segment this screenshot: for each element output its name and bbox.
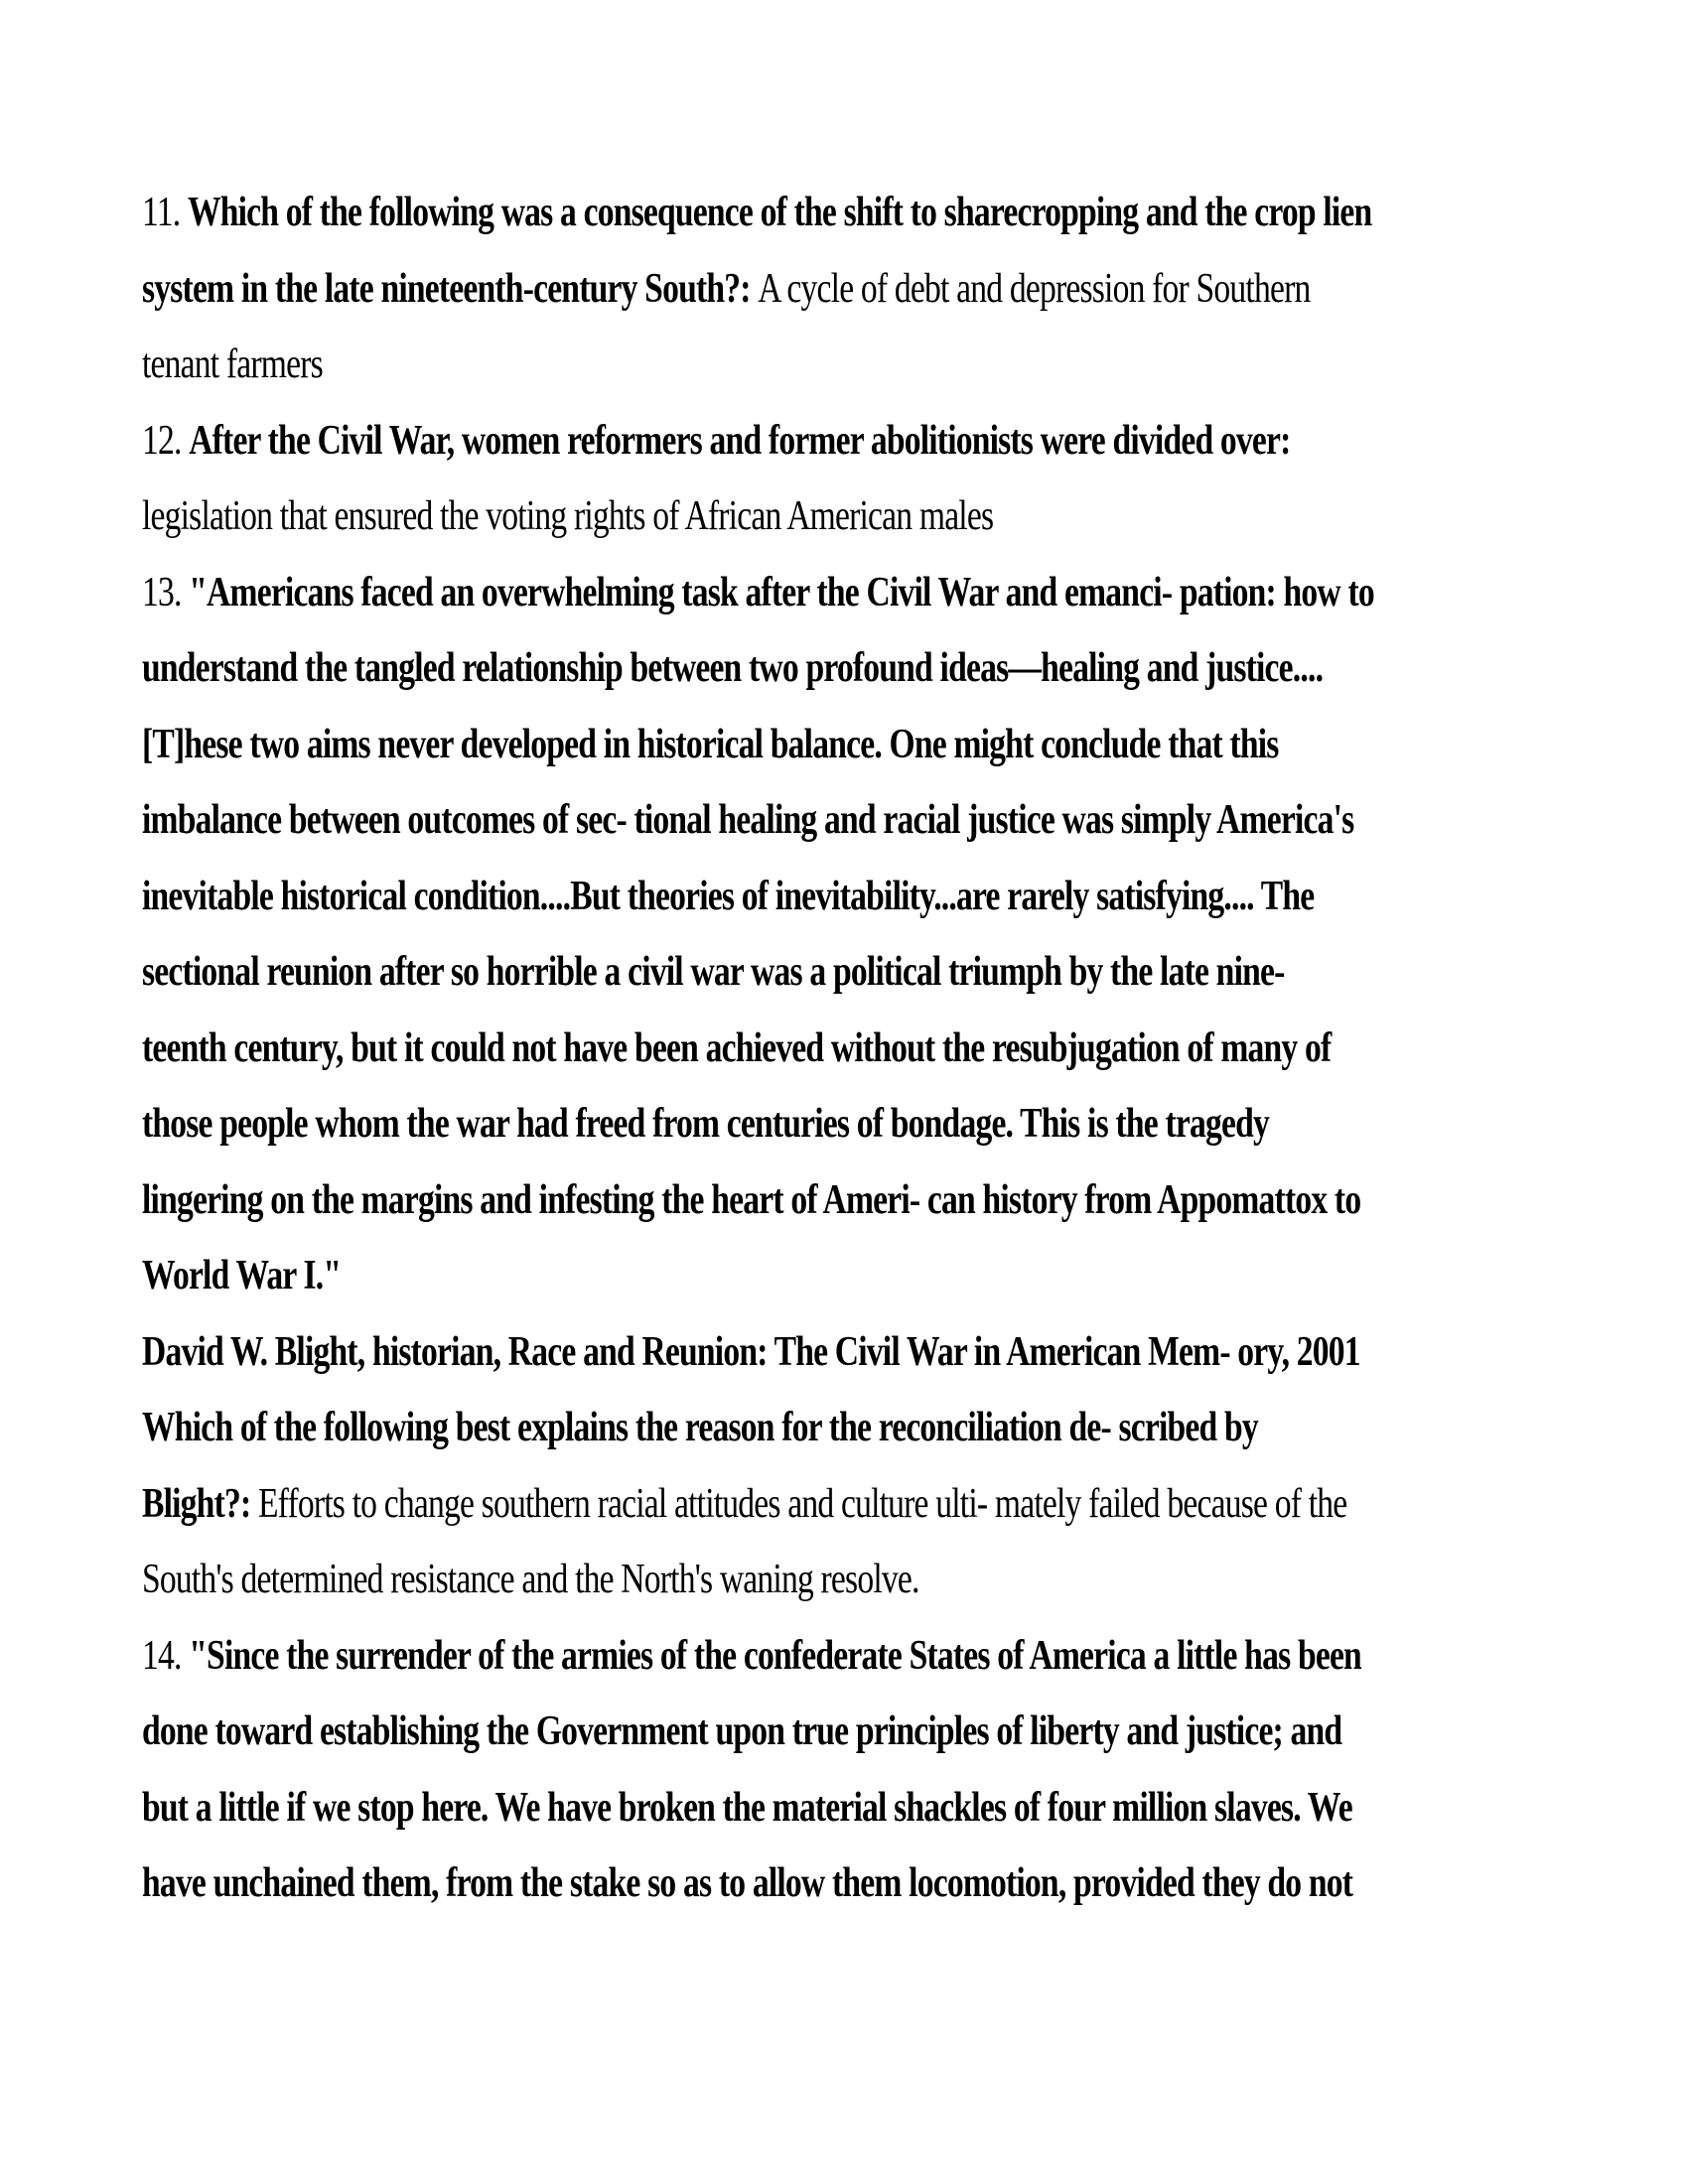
text-run: 12. [142, 417, 190, 464]
text-run: South's determined resistance and the North's waning resolve. [142, 1557, 919, 1602]
document-text-block [142, 175, 1492, 1922]
bold-text-run: understand the tangled relationship between two profound ideas—healing and justice.... [142, 645, 1324, 691]
text-line [142, 1390, 1492, 1466]
text-run: 13. [142, 569, 190, 615]
bold-text-run: "Since the surrender of the armies of the confederate States of America a little has been [189, 1632, 1361, 1679]
text-line [142, 555, 1492, 631]
text-run: 14. [142, 1632, 190, 1679]
bold-text-run: done toward establishing the Government upon true principles of liberty and justice; and [142, 1708, 1342, 1754]
bold-text-run: have unchained them, from the stake so as to allow them locomotion, provided they do not [142, 1860, 1353, 1906]
text-run: legislation that ensured the voting rights of African American males [142, 493, 994, 539]
text-line [142, 1466, 1492, 1543]
bold-text-run: After the Civil War, women reformers and former abolitionists were divided over: [189, 417, 1291, 464]
text-line [142, 1314, 1492, 1391]
text-line [142, 859, 1492, 935]
bold-text-run: Which of the following best explains the reason for the reconciliation de- scribed by [142, 1405, 1258, 1450]
bold-text-run: World War I." [142, 1253, 342, 1298]
text-line [142, 1618, 1492, 1695]
bold-text-run: system in the late nineteenth-century South?: [142, 265, 759, 312]
bold-text-run: imbalance between outcomes of sec- tional healing and racial justice was simply America's [142, 797, 1354, 843]
text-line [142, 1011, 1492, 1087]
bold-text-run: [T]hese two aims never developed in historical balance. One might conclude that this [142, 721, 1279, 767]
text-run: tenant farmers [142, 341, 323, 387]
bold-text-run: Blight?: [142, 1480, 258, 1527]
text-line [142, 1542, 1492, 1618]
text-line [142, 403, 1492, 479]
text-line [142, 1694, 1492, 1770]
bold-text-run: Which of the following was a consequence of the shift to sharecropping and the crop lien [187, 190, 1372, 235]
text-run: Efforts to change southern racial attitudes and culture ulti- mately failed because of the [257, 1480, 1347, 1527]
bold-text-run: teenth century, but it could not have been achieved without the resubjugation of many of [142, 1024, 1332, 1071]
text-line [142, 175, 1492, 251]
bold-text-run: inevitable historical condition....But theories of inevitability...are rarely satisfying.... The [142, 873, 1315, 919]
bold-text-run: but a little if we stop here. We have broken the material shackles of four million slaves. We [142, 1784, 1352, 1831]
bold-text-run: those people whom the war had freed from centuries of bondage. This is the tragedy [142, 1101, 1269, 1147]
text-run: A cycle of debt and depression for Southern [758, 265, 1311, 312]
bold-text-run: sectional reunion after so horrible a civil war was a political triumph by the late nine- [142, 949, 1285, 995]
text-line [142, 1238, 1492, 1314]
text-line [142, 934, 1492, 1011]
text-line [142, 1086, 1492, 1162]
text-line [142, 782, 1492, 859]
text-line [142, 1162, 1492, 1239]
text-line [142, 1845, 1492, 1922]
bold-text-run: David W. Blight, historian, Race and Reunion: The Civil War in American Mem- ory, 2001 [142, 1328, 1360, 1375]
bold-text-run: lingering on the margins and infesting the heart of Ameri- can history from Appomattox to [142, 1176, 1361, 1223]
text-line [142, 251, 1492, 328]
bold-text-run: "Americans faced an overwhelming task after the Civil War and emanci- pation: how to [189, 569, 1374, 615]
text-line [142, 630, 1492, 707]
text-line [142, 707, 1492, 783]
text-run: 11. [142, 190, 188, 235]
text-line [142, 1770, 1492, 1846]
text-line [142, 327, 1492, 403]
text-line [142, 478, 1492, 555]
